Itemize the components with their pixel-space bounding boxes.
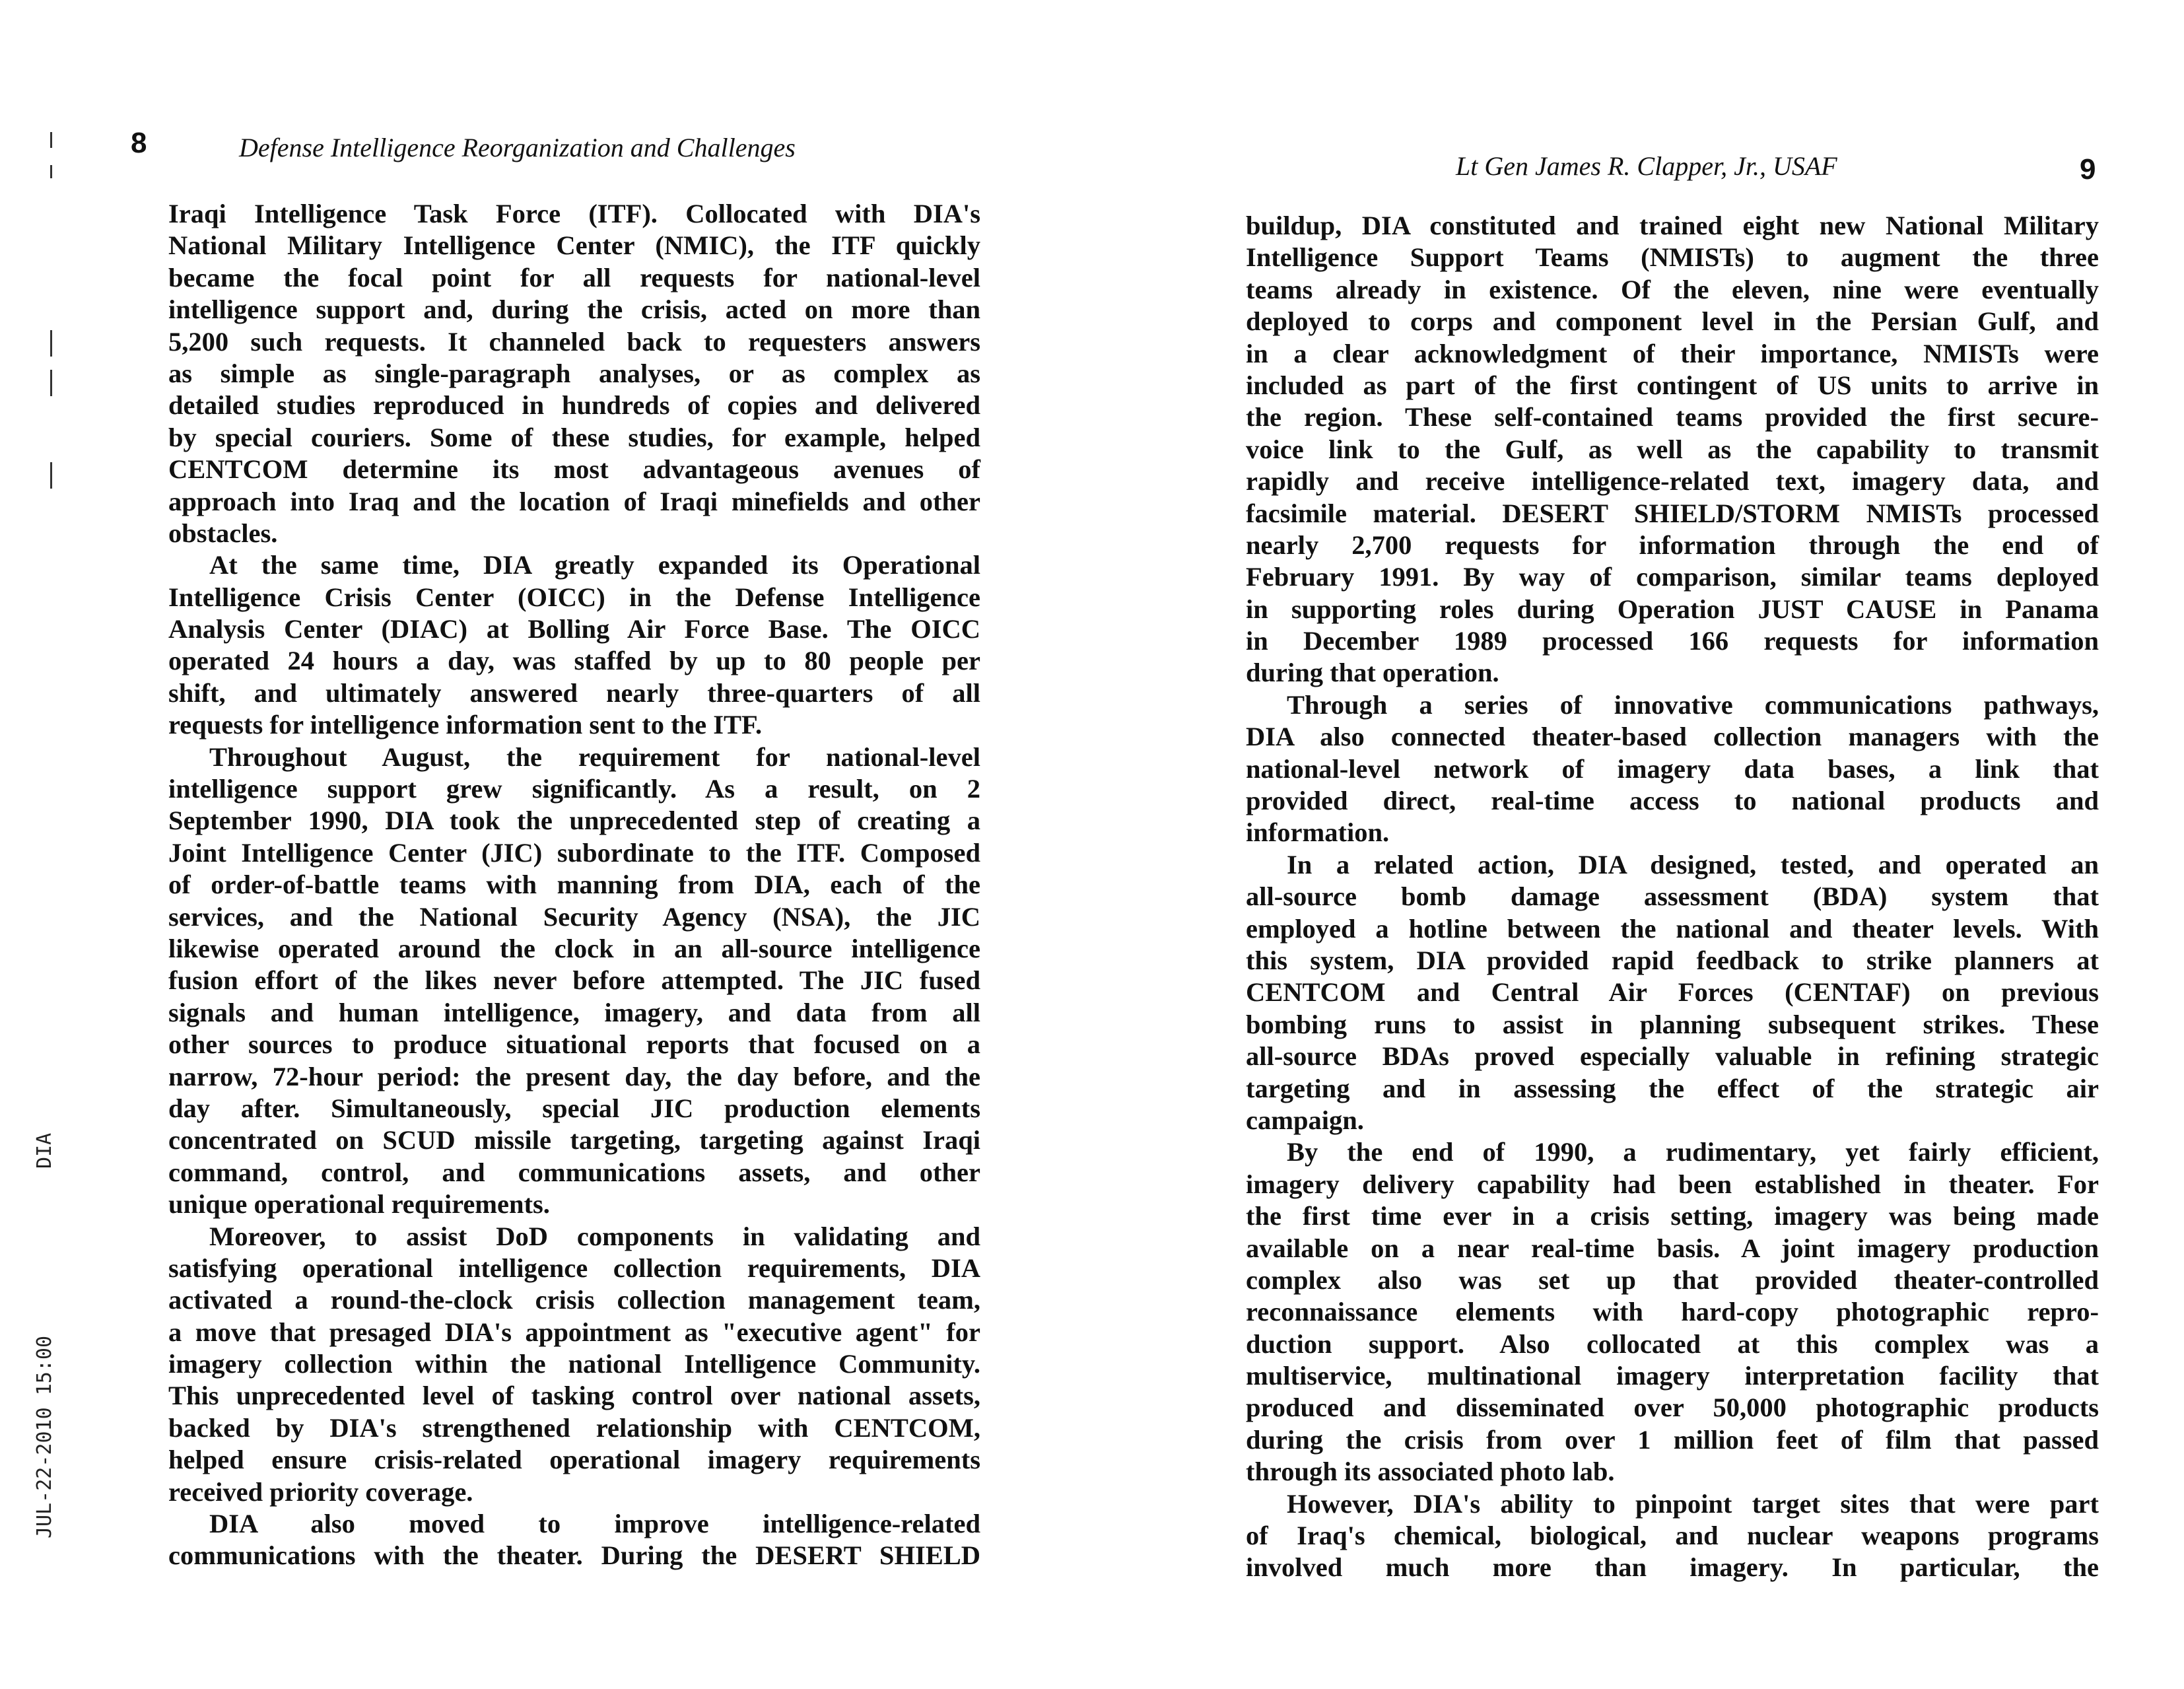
text-line: campaign. [1246, 1105, 1364, 1135]
text-line: imagery collection within the national Intelligence Community. [168, 1349, 980, 1379]
text-line: teams already in existence. Of the eleven, nine were eventually [1246, 274, 2099, 304]
text-line: during the crisis from over 1 million feet of film that passed [1246, 1424, 2099, 1455]
paragraph [1246, 849, 2099, 1137]
text-line: information. [1246, 817, 1390, 848]
paragraph [168, 1508, 980, 1572]
fax-sender: DIA [33, 1132, 56, 1169]
text-line: duction support. Also collocated at this complex was a [1246, 1328, 2099, 1359]
text-line: satisfying operational intelligence collection requirements, DIA [168, 1253, 980, 1283]
text-line: communications with the theater. During the DESERT SHIELD [168, 1540, 980, 1571]
text-line: obstacles. [168, 518, 278, 548]
text-line: activated a round-the-clock crisis collection management team, [168, 1285, 980, 1315]
scan-mark [50, 462, 52, 489]
text-line: multiservice, multinational imagery interpretation facility that [1246, 1361, 2099, 1391]
text-line: likewise operated around the clock in an all-source intelligence [168, 933, 980, 963]
text-line: command, control, and communications assets, and other [168, 1157, 980, 1187]
text-line: backed by DIA's strengthened relationship with CENTCOM, [168, 1412, 980, 1443]
text-line: services, and the National Security Agency (NSA), the JIC [168, 901, 980, 932]
text-line: included as part of the first contingent of US units to arrive in [1246, 370, 2099, 400]
text-line: of order-of-battle teams with manning from DIA, each of the [168, 870, 980, 900]
text-line: National Military Intelligence Center (NMIC), the ITF quickly [168, 230, 980, 261]
text-line: available on a near real-time basis. A joint imagery production [1246, 1233, 2099, 1263]
text-line: provided direct, real-time access to national products and [1246, 786, 2099, 816]
right-running-head: Lt Gen James R. Clapper, Jr., USAF [1456, 151, 1837, 181]
text-line: Joint Intelligence Center (JIC) subordinate to the ITF. Composed [168, 837, 980, 868]
scan-mark [50, 370, 52, 396]
text-line: 5,200 such requests. It channeled back to requesters answers [168, 326, 980, 357]
text-line: concentrated on SCUD missile targeting, targeting against Iraqi [168, 1125, 980, 1155]
text-line: narrow, 72-hour period: the present day, the day before, and the [168, 1061, 980, 1091]
text-line: DIA also connected theater-based collection managers with the [1246, 722, 2099, 752]
text-line: other sources to produce situational reports that focused on a [168, 1029, 980, 1060]
text-line: bombing runs to assist in planning subsequent strikes. These [1246, 1009, 2099, 1039]
text-line: national-level network of imagery data bases, a link that [1246, 753, 2099, 784]
text-line: Analysis Center (DIAC) at Bolling Air Force Base. The OICC [168, 614, 980, 644]
text-line: At the same time, DIA greatly expanded its Operational [209, 550, 980, 580]
text-line: CENTCOM and Central Air Forces (CENTAF) on previous [1246, 977, 2099, 1008]
text-line: detailed studies reproduced in hundreds of copies and delivered [168, 390, 980, 421]
text-line: during that operation. [1246, 658, 1499, 688]
text-line: By the end of 1990, a rudimentary, yet fairly efficient, [1287, 1137, 2099, 1167]
paragraph [1246, 1136, 2099, 1488]
text-line: Throughout August, the requirement for national-level [209, 741, 980, 772]
text-line: Moreover, to assist DoD components in validating and [209, 1221, 980, 1251]
paragraph [1246, 1488, 2099, 1584]
text-line: This unprecedented level of tasking control over national assets, [168, 1381, 980, 1411]
text-line: Intelligence Crisis Center (OICC) in the Defense Intelligence [168, 582, 980, 612]
text-line: day after. Simultaneously, special JIC production elements [168, 1093, 980, 1123]
paragraph [168, 741, 980, 1221]
text-line: targeting and in assessing the effect of the strategic air [1246, 1073, 2099, 1103]
text-line: September 1990, DIA took the unprecedented step of creating a [168, 806, 980, 836]
text-line: rapidly and receive intelligence-related text, imagery data, and [1246, 466, 2099, 497]
text-line: Intelligence Support Teams (NMISTs) to augment the three [1246, 242, 2099, 273]
paragraph [1246, 210, 2099, 689]
text-line: became the focal point for all requests for national-level [168, 262, 980, 293]
text-line: operated 24 hours a day, was staffed by up to 80 people per [168, 646, 980, 676]
text-line: Through a series of innovative communications pathways, [1287, 689, 2099, 720]
text-line: involved much more than imagery. In particular, the [1246, 1552, 2099, 1583]
text-line: in supporting roles during Operation JUST CAUSE in Panama [1246, 594, 2099, 624]
text-line: deployed to corps and component level in the Persian Gulf, and [1246, 306, 2099, 337]
text-line: DIA also moved to improve intelligence-related [209, 1509, 980, 1539]
paragraph [1246, 689, 2099, 849]
text-line: intelligence support grew significantly. As a result, on 2 [168, 774, 980, 804]
text-line: helped ensure crisis-related operational imagery requirements [168, 1445, 980, 1475]
fax-timestamp: JUL-22-2010 15:00 [33, 1335, 56, 1538]
text-line: requests for intelligence information sent to the ITF. [168, 710, 763, 740]
text-line: the region. These self-contained teams provided the first secure- [1246, 402, 2099, 432]
paragraph [168, 549, 980, 741]
text-line: of Iraq's chemical, biological, and nuclear weapons programs [1246, 1521, 2099, 1551]
text-line: by special couriers. Some of these studies, for example, helped [168, 422, 980, 452]
text-line: reconnaissance elements with hard-copy photographic repro- [1246, 1297, 2099, 1327]
text-line: this system, DIA provided rapid feedback to strike planners at [1246, 945, 2099, 975]
text-line: imagery delivery capability had been established in theater. For [1246, 1169, 2099, 1199]
scan-mark [50, 330, 52, 357]
paragraph [168, 1221, 980, 1509]
text-line: Iraqi Intelligence Task Force (ITF). Collocated with DIA's [168, 199, 980, 228]
text-line: a move that presaged DIA's appointment as "executive agent" for [168, 1317, 980, 1347]
text-line: all-source bomb damage assessment (BDA) system that [1246, 881, 2099, 912]
text-line: nearly 2,700 requests for information through the end of [1246, 530, 2099, 560]
text-line: CENTCOM determine its most advantageous avenues of [168, 454, 980, 485]
left-page-number: 8 [131, 127, 147, 159]
text-line: received priority coverage. [168, 1476, 473, 1507]
text-line: fusion effort of the likes never before attempted. The JIC fused [168, 965, 980, 996]
text-line: in December 1989 processed 166 requests for information [1246, 626, 2099, 656]
text-line: the first time ever in a crisis setting, imagery was being made [1246, 1201, 2099, 1231]
text-line: However, DIA's ability to pinpoint target sites that were part [1287, 1488, 2099, 1519]
text-line: February 1991. By way of comparison, similar teams deployed [1246, 562, 2099, 592]
text-line: through its associated photo lab. [1246, 1457, 1615, 1487]
text-line: In a related action, DIA designed, tested, and operated an [1287, 849, 2099, 879]
text-line: as simple as single-paragraph analyses, or as complex as [168, 358, 980, 388]
text-line: signals and human intelligence, imagery, and data from all [168, 997, 980, 1027]
text-line: unique operational requirements. [168, 1189, 550, 1220]
text-line: buildup, DIA constituted and trained eight new National Military [1246, 211, 2099, 240]
text-line: approach into Iraq and the location of Iraqi minefields and other [168, 486, 980, 516]
paragraph [168, 198, 980, 549]
left-running-head: Defense Intelligence Reorganization and Challenges [239, 133, 796, 162]
text-line: voice link to the Gulf, as well as the capability to transmit [1246, 434, 2099, 464]
text-line: all-source BDAs proved especially valuable in refining strategic [1246, 1041, 2099, 1072]
text-line: complex also was set up that provided theater-controlled [1246, 1264, 2099, 1295]
left-page-body [168, 198, 980, 1572]
text-line: produced and disseminated over 50,000 photographic products [1246, 1393, 2099, 1423]
text-line: facsimile material. DESERT SHIELD/STORM NMISTs processed [1246, 498, 2099, 528]
text-line: employed a hotline between the national and theater levels. With [1246, 913, 2099, 944]
right-page-body [1246, 210, 2099, 1584]
scan-mark [50, 132, 52, 148]
text-line: shift, and ultimately answered nearly three-quarters of all [168, 677, 980, 708]
text-line: intelligence support and, during the crisis, acted on more than [168, 294, 980, 325]
scan-mark [50, 165, 52, 178]
text-line: in a clear acknowledgment of their importance, NMISTs were [1246, 338, 2099, 368]
right-page-number: 9 [2080, 153, 2096, 186]
